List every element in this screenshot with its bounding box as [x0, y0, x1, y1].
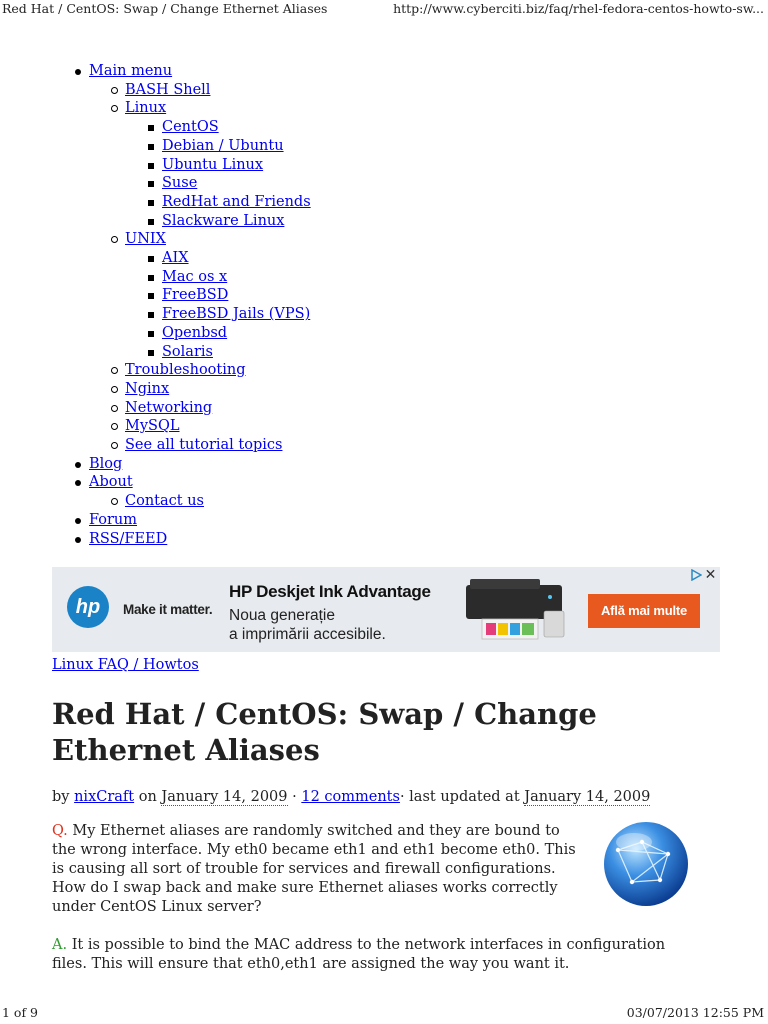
nav-troubleshooting[interactable]: Troubleshooting: [125, 362, 246, 379]
nav-nginx[interactable]: Nginx: [125, 380, 170, 397]
nav-linux-redhat[interactable]: RedHat and Friends: [162, 193, 311, 210]
question-paragraph: [52, 822, 582, 917]
print-header-title: Red Hat / CentOS: Swap / Change Ethernet Aliases: [2, 1, 328, 16]
nav-linux-suse[interactable]: Suse: [162, 175, 198, 192]
page-number: 1 of 9: [2, 1005, 39, 1020]
nav-linux-centos[interactable]: CentOS: [162, 119, 219, 136]
nav-unix-openbsd[interactable]: Openbsd: [162, 324, 228, 341]
nav-mysql[interactable]: MySQL: [125, 418, 180, 435]
question-marker: Q.: [52, 823, 68, 839]
nav-linux-debian[interactable]: Debian / Ubuntu: [162, 137, 284, 154]
ad-line-1: Noua generație: [229, 607, 335, 624]
nav-unix-macos[interactable]: Mac os x: [162, 268, 228, 285]
breadcrumb: [52, 657, 199, 673]
nav-networking[interactable]: Networking: [125, 399, 213, 416]
nav-blog[interactable]: Blog: [89, 455, 123, 472]
nav-unix-freebsd-jails[interactable]: FreeBSD Jails (VPS): [162, 306, 311, 323]
byline-separator: ·: [292, 789, 297, 805]
network-globe-icon: [602, 820, 690, 908]
print-header-url: http://www.cyberciti.biz/faq/rhel-fedora-centos-howto-sw...: [393, 1, 764, 16]
ad-line-2: a imprimării accesibile.: [229, 626, 386, 643]
ad-banner[interactable]: [52, 567, 720, 652]
nav-about[interactable]: About: [89, 474, 133, 491]
answer-text: It is possible to bind the MAC address to the network interfaces in configuration files. This will ensure that eth0,eth1 are assigned the way you want it.: [52, 937, 666, 972]
print-datetime: 03/07/2013 12:55 PM: [626, 1005, 764, 1020]
ad-close-icon[interactable]: ✕: [704, 567, 717, 582]
print-header: [0, 0, 768, 20]
nav-bash-shell[interactable]: BASH Shell: [125, 81, 211, 98]
nav-main-menu[interactable]: Main menu: [89, 63, 173, 79]
author-link[interactable]: nixCraft: [74, 789, 135, 805]
page-title: Red Hat / CentOS: Swap / Change Ethernet Aliases: [52, 697, 597, 767]
nav-forum[interactable]: Forum: [89, 511, 138, 528]
article-byline: [52, 789, 650, 805]
nav-unix-freebsd[interactable]: FreeBSD: [162, 287, 229, 304]
updated-date: January 14, 2009: [524, 789, 651, 805]
answer-marker: A.: [52, 937, 68, 953]
question-text: My Ethernet aliases are randomly switched and they are bound to the wrong interface. My eth0 became eth1 and eth1 become eth0. This is causing all sort of trouble for services and firewall configurations. How do I swap back and make sure Ethernet aliases works correctly under CentOS Linux server?: [52, 823, 576, 915]
updated-label: · last updated at: [399, 789, 520, 805]
nav-rss[interactable]: RSS/FEED: [89, 530, 168, 547]
nav-linux-slackware[interactable]: Slackware Linux: [162, 212, 285, 229]
printer-image-icon: [460, 575, 568, 643]
publish-date: January 14, 2009: [161, 789, 288, 805]
nav-contact[interactable]: Contact us: [125, 493, 204, 510]
hp-logo-icon: hp: [67, 586, 109, 628]
nav-unix-solaris[interactable]: Solaris: [162, 343, 213, 360]
comments-link[interactable]: 12 comments: [301, 789, 400, 805]
print-footer: [0, 1005, 768, 1023]
byline-on: on: [138, 789, 157, 805]
byline-by: by: [52, 789, 70, 805]
nav-linux-ubuntu[interactable]: Ubuntu Linux: [162, 156, 264, 173]
nav-linux[interactable]: Linux: [125, 100, 167, 117]
breadcrumb-category-link[interactable]: Linux FAQ / Howtos: [52, 657, 199, 673]
adchoices-icon[interactable]: [690, 569, 702, 581]
ad-cta-button[interactable]: Află mai multe: [588, 594, 700, 628]
ad-slogan: Make it matter.: [123, 602, 213, 617]
nav-unix[interactable]: UNIX: [125, 231, 166, 248]
answer-paragraph: [52, 936, 702, 974]
nav-unix-aix[interactable]: AIX: [162, 250, 189, 267]
nav-all-topics[interactable]: See all tutorial topics: [125, 437, 283, 454]
ad-headline: HP Deskjet Ink Advantage: [229, 582, 431, 601]
main-navigation: [52, 62, 311, 548]
